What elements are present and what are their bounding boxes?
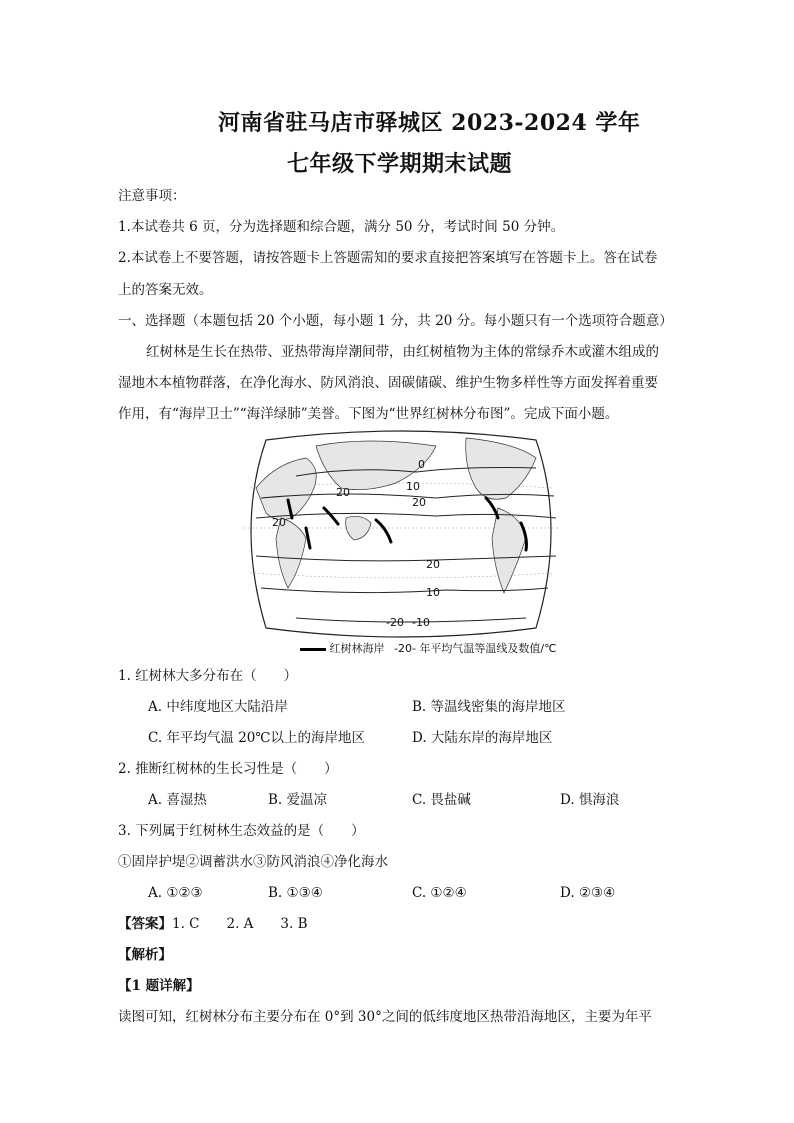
question-2-option-c: C. 畏盐碱 [412,792,471,808]
question-1-option-a: A. 中纬度地区大陆沿岸 [148,699,288,715]
legend-isotherm-sample: -20- [394,642,416,655]
mangrove-world-map [236,428,566,658]
isotherm-label: 20 [412,496,426,509]
answer-values: 1. C 2. A 3. B [172,916,308,932]
notice-item-2: 2.本试卷上不要答题，请按答题卡上答题需知的要求直接把答案填写在答题卡上。答在试卷 [118,250,658,266]
question-2-option-b: B. 爱温凉 [268,792,328,808]
analysis-q1-text: 读图可知，红树林分布主要分布在 0°到 30°之间的低纬度地区热带沿海地区，主要为年平 [118,1009,652,1025]
question-2-stem: 2. 推断红树林的生长习性是（ ） [118,761,338,777]
section-heading: 一、选择题（本题包括 20 个小题，每小题 1 分，共 20 分。每小题只有一个选项符合题意） [118,313,673,329]
title-line-1: 河南省驻马店市驿城区 2023-2024 学年 [218,110,641,136]
notice-item-2-cont: 上的答案无效。 [118,282,213,298]
question-2-option-d: D. 惧海浪 [560,792,620,808]
isotherm-label: -10 [412,616,430,629]
map-legend [300,640,557,656]
question-3-option-c: C. ①②④ [412,885,467,901]
question-3-option-b: B. ①③④ [268,885,323,901]
question-3-stem: 3. 下列属于红树林生态效益的是（ ） [118,823,365,839]
notice-heading: 注意事项： [118,188,186,204]
answer-row [118,915,308,933]
legend-isotherm: 年平均气温等温线及数值/℃ [419,642,557,655]
passage-line-1: 红树林是生长在热带、亚热带海岸潮间带，由红树植物为主体的常绿乔木或灌木组成的 [146,344,659,360]
isotherm-label: 20 [426,558,440,571]
question-1-stem: 1. 红树林大多分布在（ ） [118,668,298,684]
isotherm-label: -20 [386,616,404,629]
isotherm-label: 20 [272,516,286,529]
mangrove-line-swatch [300,648,326,651]
answer-label: 【答案】 [118,916,172,932]
question-3-sub: ①固岸护堤②调蓄洪水③防风消浪④净化海水 [118,854,388,870]
analysis-label: 【解析】 [118,947,172,963]
passage-line-3: 作用，有“海岸卫士”“海洋绿肺”美誉。下图为“世界红树林分布图”。完成下面小题。 [118,406,619,422]
map-svg [236,428,566,640]
isotherm-label: 10 [406,480,420,493]
passage-line-2: 湿地木本植物群落，在净化海水、防风消浪、固碳储碳、维护生物多样性等方面发挥着重要 [118,375,658,391]
isotherm-label: 20 [336,486,350,499]
analysis-q1-label: 【1 题详解】 [118,978,200,994]
question-3-option-d: D. ②③④ [560,885,616,901]
isotherm-label: 10 [426,586,440,599]
isotherm-label: 0 [418,458,425,471]
question-1-option-d: D. 大陆东岸的海岸地区 [412,730,553,746]
question-1-option-c: C. 年平均气温 20℃以上的海岸地区 [148,730,366,746]
notice-item-1: 1.本试卷共 6 页，分为选择题和综合题，满分 50 分，考试时间 50 分钟。 [118,219,565,235]
question-1-option-b: B. 等温线密集的海岸地区 [412,699,566,715]
legend-mangrove: 红树林海岸 [329,642,385,655]
question-3-option-a: A. ①②③ [148,885,203,901]
title-line-2: 七年级下学期期末试题 [287,151,513,177]
question-2-option-a: A. 喜湿热 [148,792,207,808]
